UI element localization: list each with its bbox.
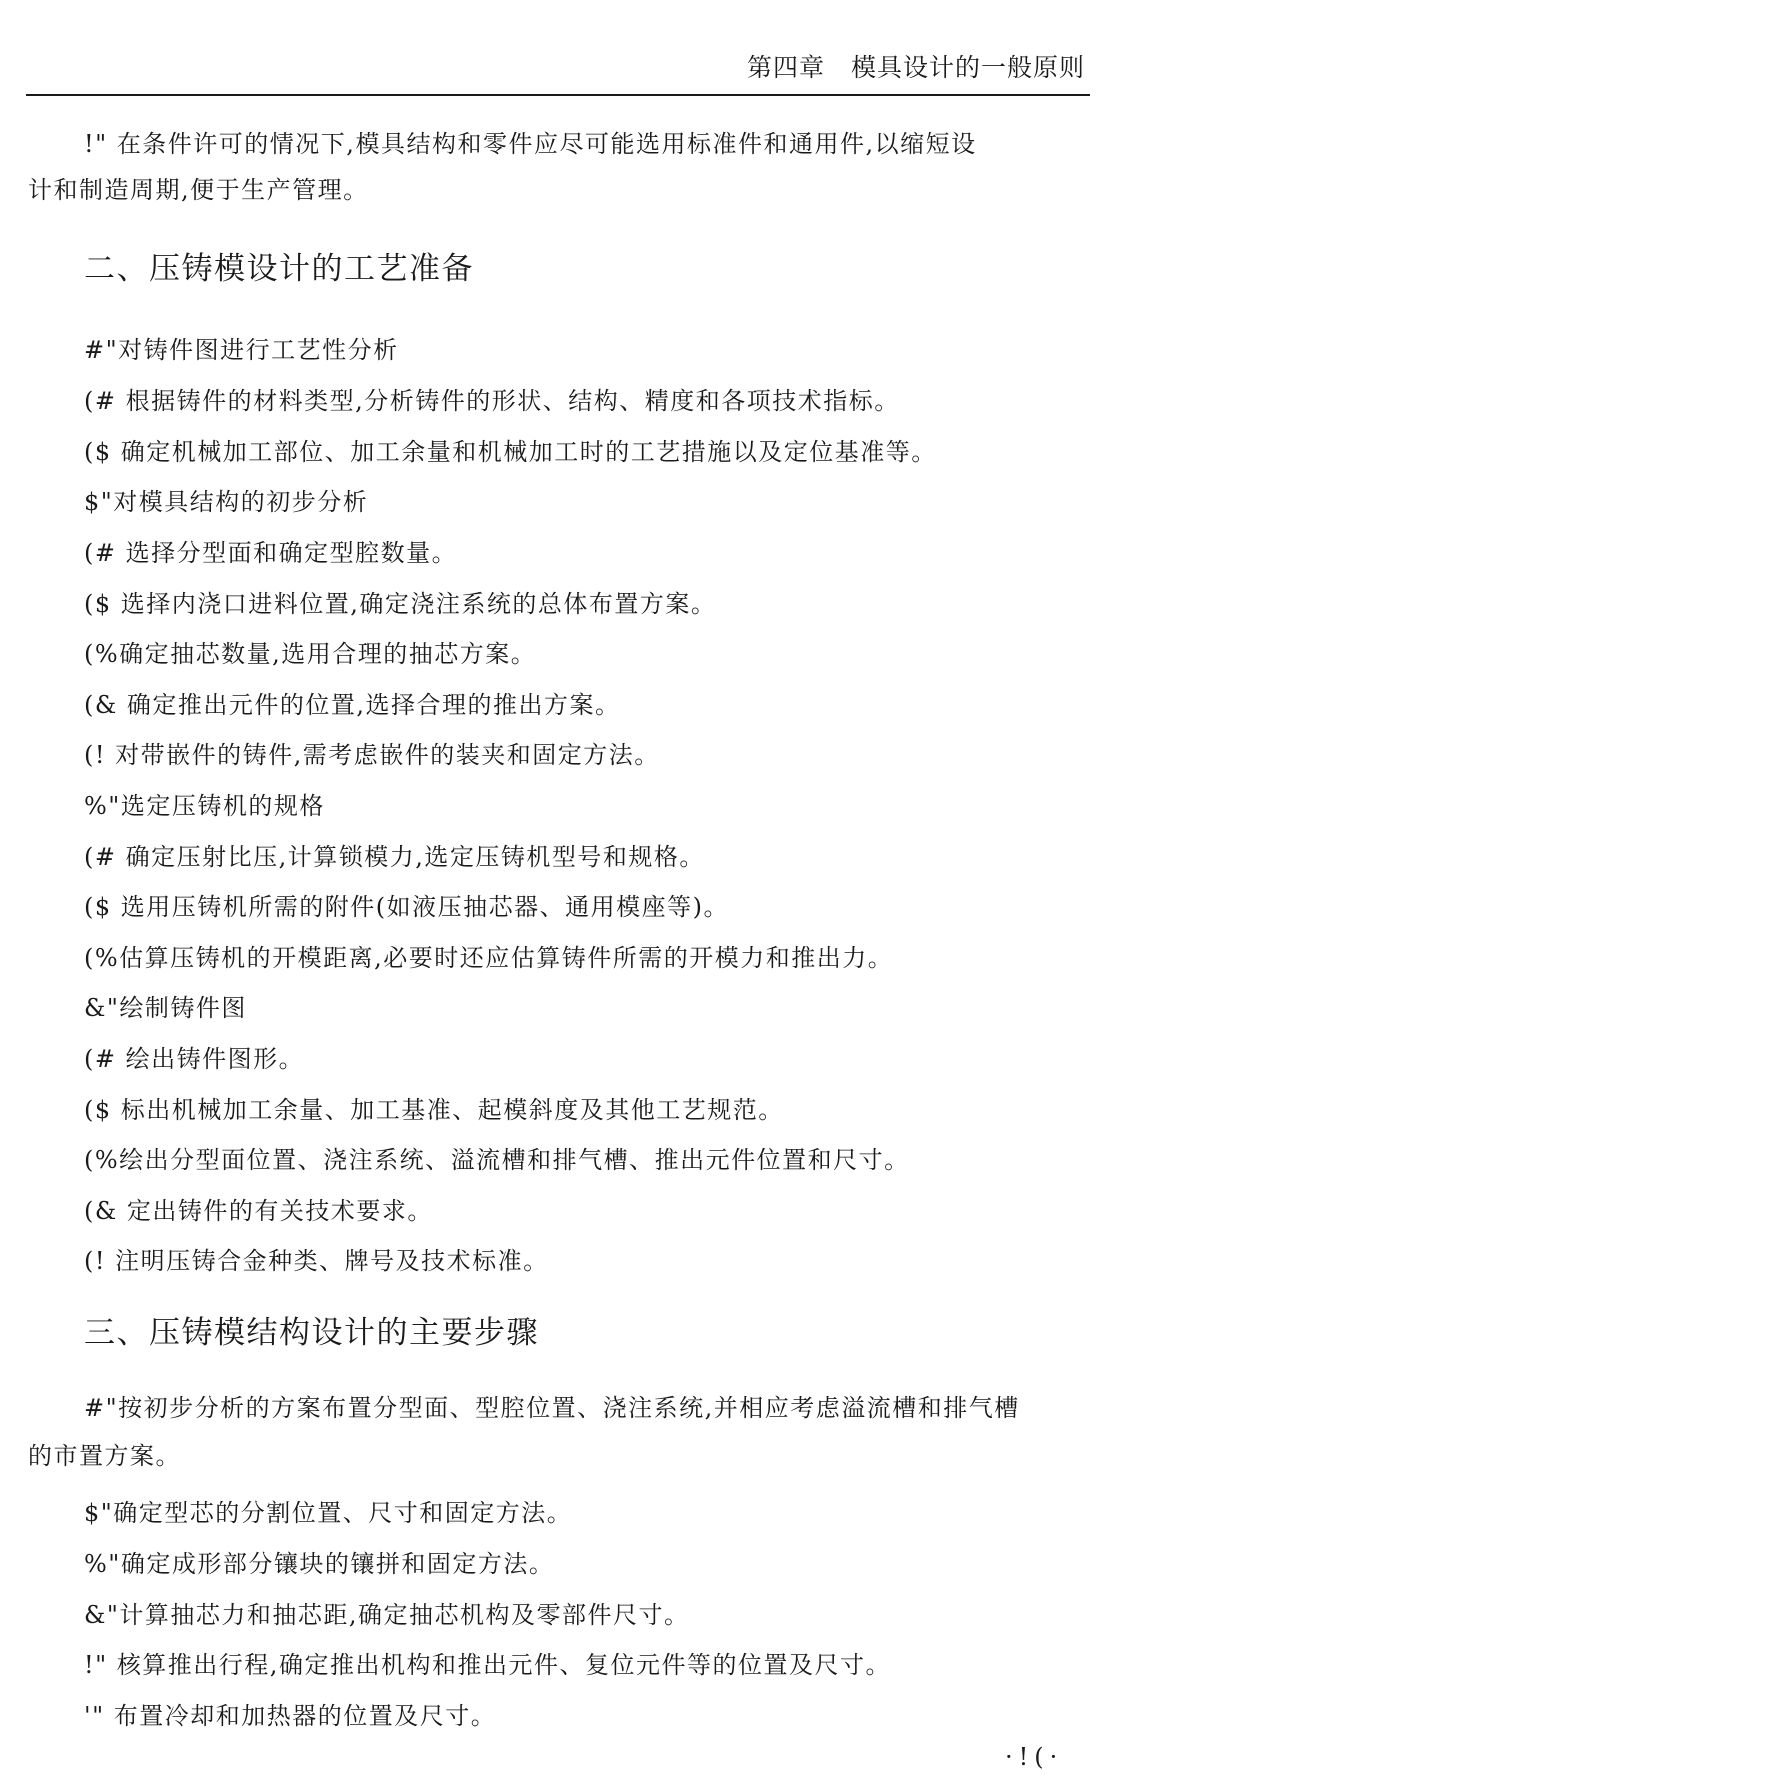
list-item: ($ 选择内浇口进料位置,确定浇注系统的总体布置方案。	[84, 590, 717, 618]
running-header-chapter-title: 第四章 模具设计的一般原则	[746, 53, 1085, 82]
list-item: (%估算压铸机的开模距离,必要时还应估算铸件所需的开模力和推出力。	[84, 944, 894, 972]
list-item: $"确定型芯的分割位置、尺寸和固定方法。	[84, 1499, 573, 1527]
subsection-title: $"对模具结构的初步分析	[84, 488, 369, 516]
list-item: (& 定出铸件的有关技术要求。	[84, 1197, 433, 1225]
list-item: (# 选择分型面和确定型腔数量。	[84, 539, 458, 567]
list-item: !" 核算推出行程,确定推出机构和推出元件、复位元件等的位置及尺寸。	[84, 1651, 891, 1679]
list-item: (# 绘出铸件图形。	[84, 1045, 305, 1073]
list-item: (# 根据铸件的材料类型,分析铸件的形状、结构、精度和各项技术指标。	[84, 387, 900, 415]
list-item: (%确定抽芯数量,选用合理的抽芯方案。	[84, 640, 537, 668]
list-item: '" 布置冷却和加热器的位置及尺寸。	[84, 1702, 497, 1730]
list-item: (! 注明压铸合金种类、牌号及技术标准。	[84, 1247, 549, 1275]
list-item: %"确定成形部分镶块的镶拼和固定方法。	[84, 1550, 555, 1578]
subsection-title: &"绘制铸件图	[84, 994, 247, 1022]
subsection-title: #"对铸件图进行工艺性分析	[84, 336, 399, 364]
header-rule	[26, 94, 1090, 96]
section-heading: 三、压铸模结构设计的主要步骤	[84, 1315, 539, 1351]
list-item: ($ 选用压铸机所需的附件(如液压抽芯器、通用模座等)。	[84, 893, 729, 921]
list-item: &"计算抽芯力和抽芯距,确定抽芯机构及零部件尺寸。	[84, 1601, 690, 1629]
page-number: ·!(·	[1005, 1743, 1064, 1771]
paragraph-line: !" 在条件许可的情况下,模具结构和零件应尽可能选用标准件和通用件,以缩短设	[84, 130, 977, 158]
list-item: (%绘出分型面位置、浇注系统、溢流槽和排气槽、推出元件位置和尺寸。	[84, 1146, 910, 1174]
list-item: ($ 标出机械加工余量、加工基准、起模斜度及其他工艺规范。	[84, 1096, 784, 1124]
paragraph-line: 计和制造周期,便于生产管理。	[28, 176, 369, 204]
section-heading: 二、压铸模设计的工艺准备	[84, 251, 474, 287]
subsection-title: %"选定压铸机的规格	[84, 792, 325, 820]
list-item: (! 对带嵌件的铸件,需考虑嵌件的装夹和固定方法。	[84, 741, 660, 769]
list-item: (& 确定推出元件的位置,选择合理的推出方案。	[84, 691, 621, 719]
list-item: ($ 确定机械加工部位、加工余量和机械加工时的工艺措施以及定位基准等。	[84, 438, 937, 466]
list-item: (# 确定压射比压,计算锁模力,选定压铸机型号和规格。	[84, 843, 705, 871]
paragraph-line: 的市置方案。	[28, 1442, 181, 1470]
paragraph-line: #"按初步分析的方案布置分型面、型腔位置、浇注系统,并相应考虑溢流槽和排气槽	[84, 1394, 1020, 1422]
